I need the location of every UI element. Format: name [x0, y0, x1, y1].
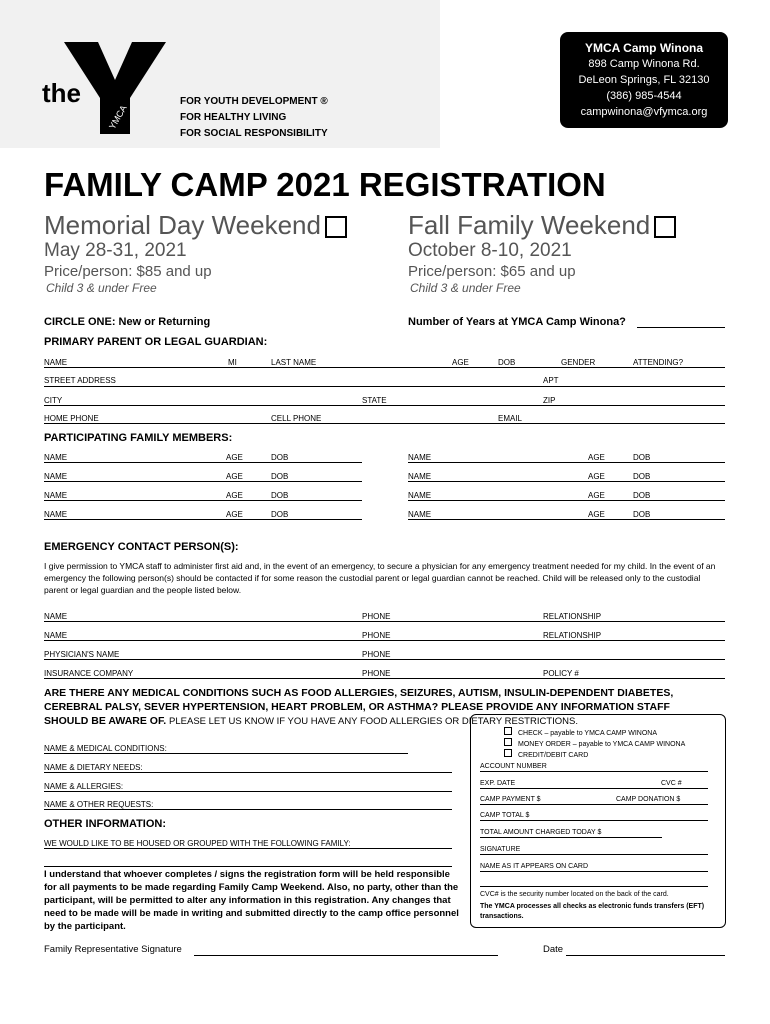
city-label: CITY — [44, 396, 63, 405]
primary-row1-field[interactable] — [44, 367, 725, 368]
med-field-4[interactable] — [44, 809, 452, 810]
insurance-field[interactable] — [44, 678, 725, 679]
camp-total-label: CAMP TOTAL $ — [480, 812, 530, 819]
family-name-label: NAME — [44, 510, 68, 519]
exp-field[interactable] — [480, 788, 708, 789]
insurance-label: INSURANCE COMPANY — [44, 669, 134, 678]
logo-word: the — [42, 78, 81, 108]
weekend-1-price: Price/person: $85 and up — [44, 263, 212, 280]
signature-label-main: Family Representative Signature — [44, 944, 182, 955]
family-name-label: NAME — [408, 472, 432, 481]
weekend-2-child: Child 3 & under Free — [410, 281, 521, 295]
primary-last-label: LAST NAME — [271, 358, 317, 367]
medical-question: ARE THERE ANY MEDICAL CONDITIONS SUCH AS FOOD ALLERGIES, SEIZURES, AUTISM, INSULIN-DEPENDENT DIABETES, CEREBRAL PALSY, SEVER HYPERTENSION, HEART PROBLEM, OR ASTHMA? PLEASE PROVIDE ANY INFORMATION STAFF SHOULD BE AWARE OF. PLEASE LET US KNOW IF YOU HAVE ANY FOOD ALLERGIES OR DIETARY RESTRICTIONS. — [44, 687, 674, 727]
contact-email[interactable]: campwinona@vfymca.org — [580, 106, 708, 118]
eft-note: The YMCA processes all checks as electronic funds transfers (EFT) transactions. — [480, 903, 705, 920]
contact-phone: (386) 985-4544 — [606, 90, 682, 102]
exp-label: EXP. DATE — [480, 780, 516, 787]
checkbox-icon — [504, 727, 512, 735]
primary-dob-label: DOB — [498, 358, 516, 367]
name-on-card-label: NAME AS IT APPEARS ON CARD — [480, 863, 589, 870]
circle-one[interactable]: CIRCLE ONE: New or Returning — [44, 316, 211, 328]
family-dob-label: DOB — [633, 453, 651, 462]
ymca-logo-icon — [60, 38, 170, 138]
family-dob-label: DOB — [633, 510, 651, 519]
emergency-title: EMERGENCY CONTACT PERSON(S): — [44, 541, 239, 553]
date-label: Date — [543, 944, 564, 955]
family-name-label: NAME — [408, 453, 432, 462]
pay-option-check[interactable]: CHECK – payable to YMCA CAMP WINONA — [504, 727, 657, 737]
family-age-label: AGE — [226, 453, 243, 462]
ec1-relationship-label: RELATIONSHIP — [543, 612, 602, 621]
total-charged-label: TOTAL AMOUNT CHARGED TODAY $ — [480, 829, 602, 836]
med-field-2[interactable] — [44, 772, 452, 773]
emergency-text: I give permission to YMCA staff to administer first aid and, in the event of an emergency, to secure a physician for any emergency treatment needed for my child. In the event of an emergency the following person(s) should be contacted if for some reason the custodial parent or legal guardian cannot be reached. Child will be released only to the custodial parent or legal guardian and the people listed below. — [44, 561, 716, 595]
family-dob-label: DOB — [271, 472, 289, 481]
logo-ymca-text: YMCA — [107, 103, 129, 131]
family-dob-label: DOB — [271, 453, 289, 462]
cvc-note: CVC# is the security number located on the back of the card. — [480, 891, 669, 898]
med-field-2-label: NAME & DIETARY NEEDS: — [44, 763, 143, 772]
weekend-1-dates: May 28-31, 2021 — [44, 240, 187, 261]
ec1-phone-label: PHONE — [362, 612, 391, 621]
family-name-label: NAME — [44, 453, 68, 462]
ec2-relationship-label: RELATIONSHIP — [543, 631, 602, 640]
name-on-card-field-2[interactable] — [480, 886, 708, 887]
date-field[interactable] — [566, 955, 725, 956]
state-label: STATE — [362, 396, 387, 405]
family-age-label: AGE — [588, 510, 605, 519]
med-field-3[interactable] — [44, 791, 452, 792]
weekend-2-name: Fall Family Weekend — [408, 210, 676, 241]
housed-field-2[interactable] — [44, 866, 452, 867]
family-member-field[interactable] — [44, 481, 362, 482]
family-member-field[interactable] — [408, 519, 725, 520]
ec2-name-label: NAME — [44, 631, 68, 640]
contact-city: DeLeon Springs, FL 32130 — [578, 74, 710, 86]
weekend-2-price: Price/person: $65 and up — [408, 263, 576, 280]
signature-field[interactable] — [194, 955, 498, 956]
family-age-label: AGE — [226, 510, 243, 519]
street-label: STREET ADDRESS — [44, 376, 116, 385]
physician-label: PHYSICIAN'S NAME — [44, 650, 120, 659]
camp-payment-label: CAMP PAYMENT $ — [480, 796, 541, 803]
ec2-phone-label: PHONE — [362, 631, 391, 640]
cell-phone-label: CELL PHONE — [271, 414, 322, 423]
insurance-phone-label: PHONE — [362, 669, 391, 678]
family-age-label: AGE — [226, 491, 243, 500]
family-age-label: AGE — [588, 453, 605, 462]
family-name-label: NAME — [408, 491, 432, 500]
street-field[interactable] — [44, 386, 725, 387]
ec2-field[interactable] — [44, 640, 725, 641]
zip-label: ZIP — [543, 396, 556, 405]
apt-label: APT — [543, 376, 559, 385]
weekend-1-child: Child 3 & under Free — [46, 281, 157, 295]
contact-box — [560, 32, 728, 128]
contact-address: 898 Camp Winona Rd. — [588, 58, 700, 70]
checkbox-icon — [504, 738, 512, 746]
camp-payment-field[interactable] — [480, 804, 708, 805]
med-field-3-label: NAME & ALLERGIES: — [44, 782, 124, 791]
primary-gender-label: GENDER — [561, 358, 596, 367]
city-field[interactable] — [44, 405, 725, 406]
physician-phone-label: PHONE — [362, 650, 391, 659]
account-field[interactable] — [480, 771, 708, 772]
weekend-1-name: Memorial Day Weekend — [44, 210, 347, 241]
total-charged-field[interactable] — [480, 837, 662, 838]
pay-option-money-order[interactable]: MONEY ORDER – payable to YMCA CAMP WINONA — [504, 738, 685, 748]
med-field-1-label: NAME & MEDICAL CONDITIONS: — [44, 744, 167, 753]
family-member-field[interactable] — [44, 500, 362, 501]
cvc-label: CVC # — [661, 780, 682, 787]
primary-title: PRIMARY PARENT OR LEGAL GUARDIAN: — [44, 336, 268, 348]
account-label: ACCOUNT NUMBER — [480, 763, 547, 770]
phone-field[interactable] — [44, 423, 725, 424]
med-field-4-label: NAME & OTHER REQUESTS: — [44, 800, 154, 809]
acknowledgement: I understand that whoever completes / signs the registration form will be held responsible for all payments to be made regarding Family Camp Weekend. Also, no party, other than the participant, will be permitted to alter any information in this registration. Any changes that need to be made will be made in writing and submitted directly to the camp office personnel by the participant. — [44, 869, 459, 932]
family-name-label: NAME — [44, 472, 68, 481]
family-name-label: NAME — [408, 510, 432, 519]
family-member-field[interactable] — [44, 519, 362, 520]
checkbox-icon — [504, 749, 512, 757]
family-name-label: NAME — [44, 491, 68, 500]
primary-name-label: NAME — [44, 358, 68, 367]
policy-label: POLICY # — [543, 669, 579, 678]
family-member-field[interactable] — [44, 462, 362, 463]
years-question: Number of Years at YMCA Camp Winona? — [408, 316, 626, 328]
camp-donation-label: CAMP DONATION $ — [616, 796, 681, 803]
page-title: FAMILY CAMP 2021 REGISTRATION — [44, 166, 606, 203]
other-title: OTHER INFORMATION: — [44, 818, 167, 830]
weekend-2-dates: October 8-10, 2021 — [408, 240, 572, 261]
family-dob-label: DOB — [271, 510, 289, 519]
family-member-field[interactable] — [408, 462, 725, 463]
camp-total-field[interactable] — [480, 820, 708, 821]
email-label: EMAIL — [498, 414, 523, 423]
medical-note: PLEASE LET US KNOW IF YOU HAVE ANY FOOD ALLERGIES OR DIETARY RESTRICTIONS. — [169, 716, 579, 727]
signature-label: SIGNATURE — [480, 846, 521, 853]
med-field-1[interactable] — [44, 753, 408, 754]
ec1-field[interactable] — [44, 621, 725, 622]
primary-attending-label: ATTENDING? — [633, 358, 684, 367]
years-field[interactable] — [637, 327, 725, 328]
physician-field[interactable] — [44, 659, 725, 660]
family-age-label: AGE — [588, 472, 605, 481]
family-dob-label: DOB — [271, 491, 289, 500]
logo-tagline: FOR YOUTH DEVELOPMENT ® FOR HEALTHY LIVING FOR SOCIAL RESPONSIBILITY — [180, 96, 328, 139]
primary-mi-label: MI — [228, 358, 237, 367]
ec1-name-label: NAME — [44, 612, 68, 621]
family-member-field[interactable] — [408, 481, 725, 482]
pay-option-card[interactable]: CREDIT/DEBIT CARD — [504, 749, 588, 759]
card-signature-field[interactable] — [480, 854, 708, 855]
weekend-1-checkbox[interactable] — [325, 216, 347, 238]
family-age-label: AGE — [226, 472, 243, 481]
family-age-label: AGE — [588, 491, 605, 500]
primary-age-label: AGE — [452, 358, 469, 367]
housed-field[interactable] — [44, 848, 452, 849]
weekend-2-checkbox[interactable] — [654, 216, 676, 238]
housed-label: WE WOULD LIKE TO BE HOUSED OR GROUPED WITH THE FOLLOWING FAMILY: — [44, 839, 351, 848]
contact-title: YMCA Camp Winona — [584, 41, 704, 55]
name-on-card-field[interactable] — [480, 871, 708, 872]
family-member-field[interactable] — [408, 500, 725, 501]
family-title: PARTICIPATING FAMILY MEMBERS: — [44, 432, 233, 444]
family-dob-label: DOB — [633, 491, 651, 500]
family-dob-label: DOB — [633, 472, 651, 481]
home-phone-label: HOME PHONE — [44, 414, 99, 423]
